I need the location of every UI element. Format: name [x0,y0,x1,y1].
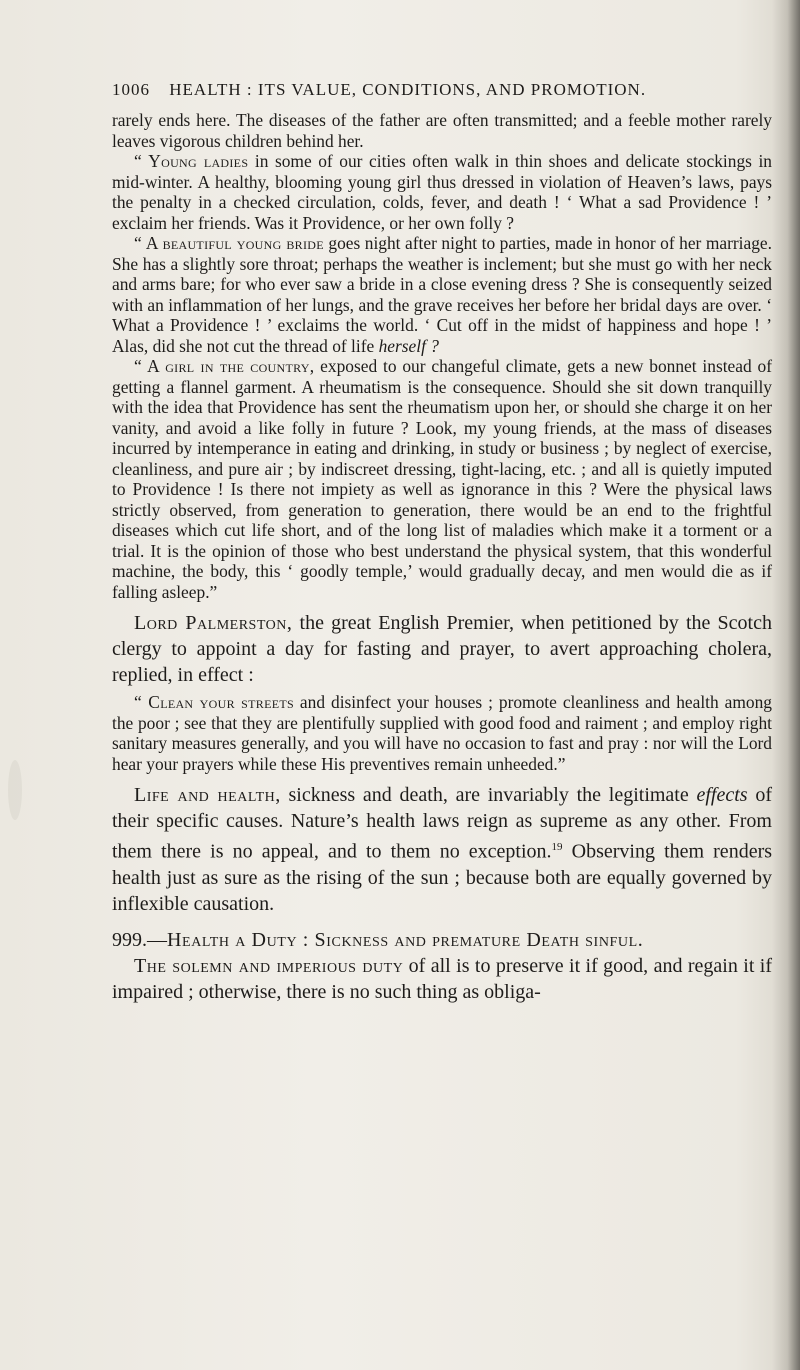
running-header [112,80,752,100]
paragraph-life-health-italic: effects [696,784,748,806]
paragraph-life-health-text-a: sickness and death, are invariably the legitimate [280,784,697,806]
section-heading [112,927,772,953]
page-binding-shadow [772,0,800,1370]
paragraph-life-health [112,782,772,917]
page-stain [8,760,22,820]
paragraph-clean-streets-text: and disinfect your houses ; promote cleanliness and health among the poor ; see that they are plentifully supplied with good food and raiment ; and employ right sanitary measures generally, and you will have no occasion to fast and pray : nor will the Lord hear your prayers while these His preventives remain unheeded.” [112,692,772,774]
paragraph-1-text: rarely ends here. The diseases of the father are often transmitted; and a feeble mother rarely leaves vigorous children behind her. [112,110,772,151]
paragraph-country-girl [112,356,772,602]
footnote-ref: 19 [551,841,563,853]
paragraph-young-ladies-text: in some of our cities often walk in thin shoes and delicate stockings in mid-winter. A healthy, blooming young girl thus dressed in violation of Heaven’s laws, pays the penalty in a checked circulation, colds, fever, and death ! ‘ What a sad Providence ! ’ exclaim her friends. Was it Providence, or her own folly ? [112,151,772,233]
paragraph-life-health-text-b: of their specific causes. Nature’s health laws reign as supreme as any other. From them there is no appeal, and to them no exception. [112,784,773,863]
page-number: 1006 [112,80,150,99]
section-number: 999.— [112,928,167,951]
paragraph-palmerston-lead: Lord Palmerston, [134,612,293,634]
paragraph-1 [112,110,772,151]
paragraph-young-ladies-lead: “ Young ladies [134,151,249,171]
paragraph-life-health-lead: Life and health, [134,784,281,806]
paragraph-solemn-duty [112,953,772,1005]
paragraph-palmerston-text: the great English Premier, when petitioned by the Scotch clergy to appoint a day for fasting and prayer, to avert approaching cholera, replied, in effect : [112,612,772,686]
paragraph-palmerston [112,610,772,688]
paragraph-country-girl-lead: “ A girl in the country, [134,356,315,376]
section-title: Health a Duty : Sickness and premature Death sinful. [167,928,644,951]
paragraph-young-bride-lead: “ A beautiful young bride [134,233,324,253]
paragraph-young-bride-italic: herself ? [378,335,439,356]
paragraph-young-bride [112,233,772,356]
running-title: HEALTH : ITS VALUE, CONDITIONS, AND PROMOTION. [169,80,647,99]
paragraph-young-ladies [112,151,772,233]
paragraph-young-bride-text: goes night after night to parties, made in honor of her marriage. She has a slightly sore throat; perhaps the weather is inclement; but she must go with her neck and arms bare; for who ever saw a bride in a close evening dress ? She is consequently seized with an inflammation of her lungs, and the grave receives her before her bridal days are over. ‘ What a Providence ! ’ exclaims the world. ‘ Cut off in the midst of happiness and hope ! ’ Alas, did she not cut the thread of life [112,233,772,356]
paragraph-clean-streets-lead: “ Clean your streets [134,692,294,712]
paragraph-solemn-duty-lead: The solemn and imperious duty [134,954,404,977]
paragraph-life-health-text-c: Observing them renders health just as sure as the rising of the sun ; because both are equally governed by inflexible causation. [112,840,773,915]
paragraph-solemn-duty-text: of all is to preserve it if good, and regain it if impaired ; otherwise, there is no such thing as obliga- [112,954,772,1003]
page-body [112,110,772,1005]
paragraph-clean-streets [112,692,772,774]
paragraph-country-girl-text: exposed to our changeful climate, gets a new bonnet instead of getting a flannel garment. A rheumatism is the consequence. Should she sit down tranquilly with the idea that Providence has sent the rheumatism upon her, or should she charge it on her vanity, and avoid a like folly in future ? Look, my young friends, at the mass of diseases incurred by intemperance in eating and drinking, in study or business ; by neglect of exercise, cleanliness, and pure air ; by indiscreet dressing, tight-lacing, etc. ; and all is quietly imputed to Providence ! Is there not impiety as well as ignorance in this ? Were the physical laws strictly observed, from generation to generation, there would be an end to the frightful diseases which cut life short, and of the long list of maladies which make it a torment or a trial. It is the opinion of those who best understand the physical system, that this wonderful machine, the body, this ‘ goodly temple,’ would gradually decay, and men would die as if falling asleep.” [112,356,773,602]
